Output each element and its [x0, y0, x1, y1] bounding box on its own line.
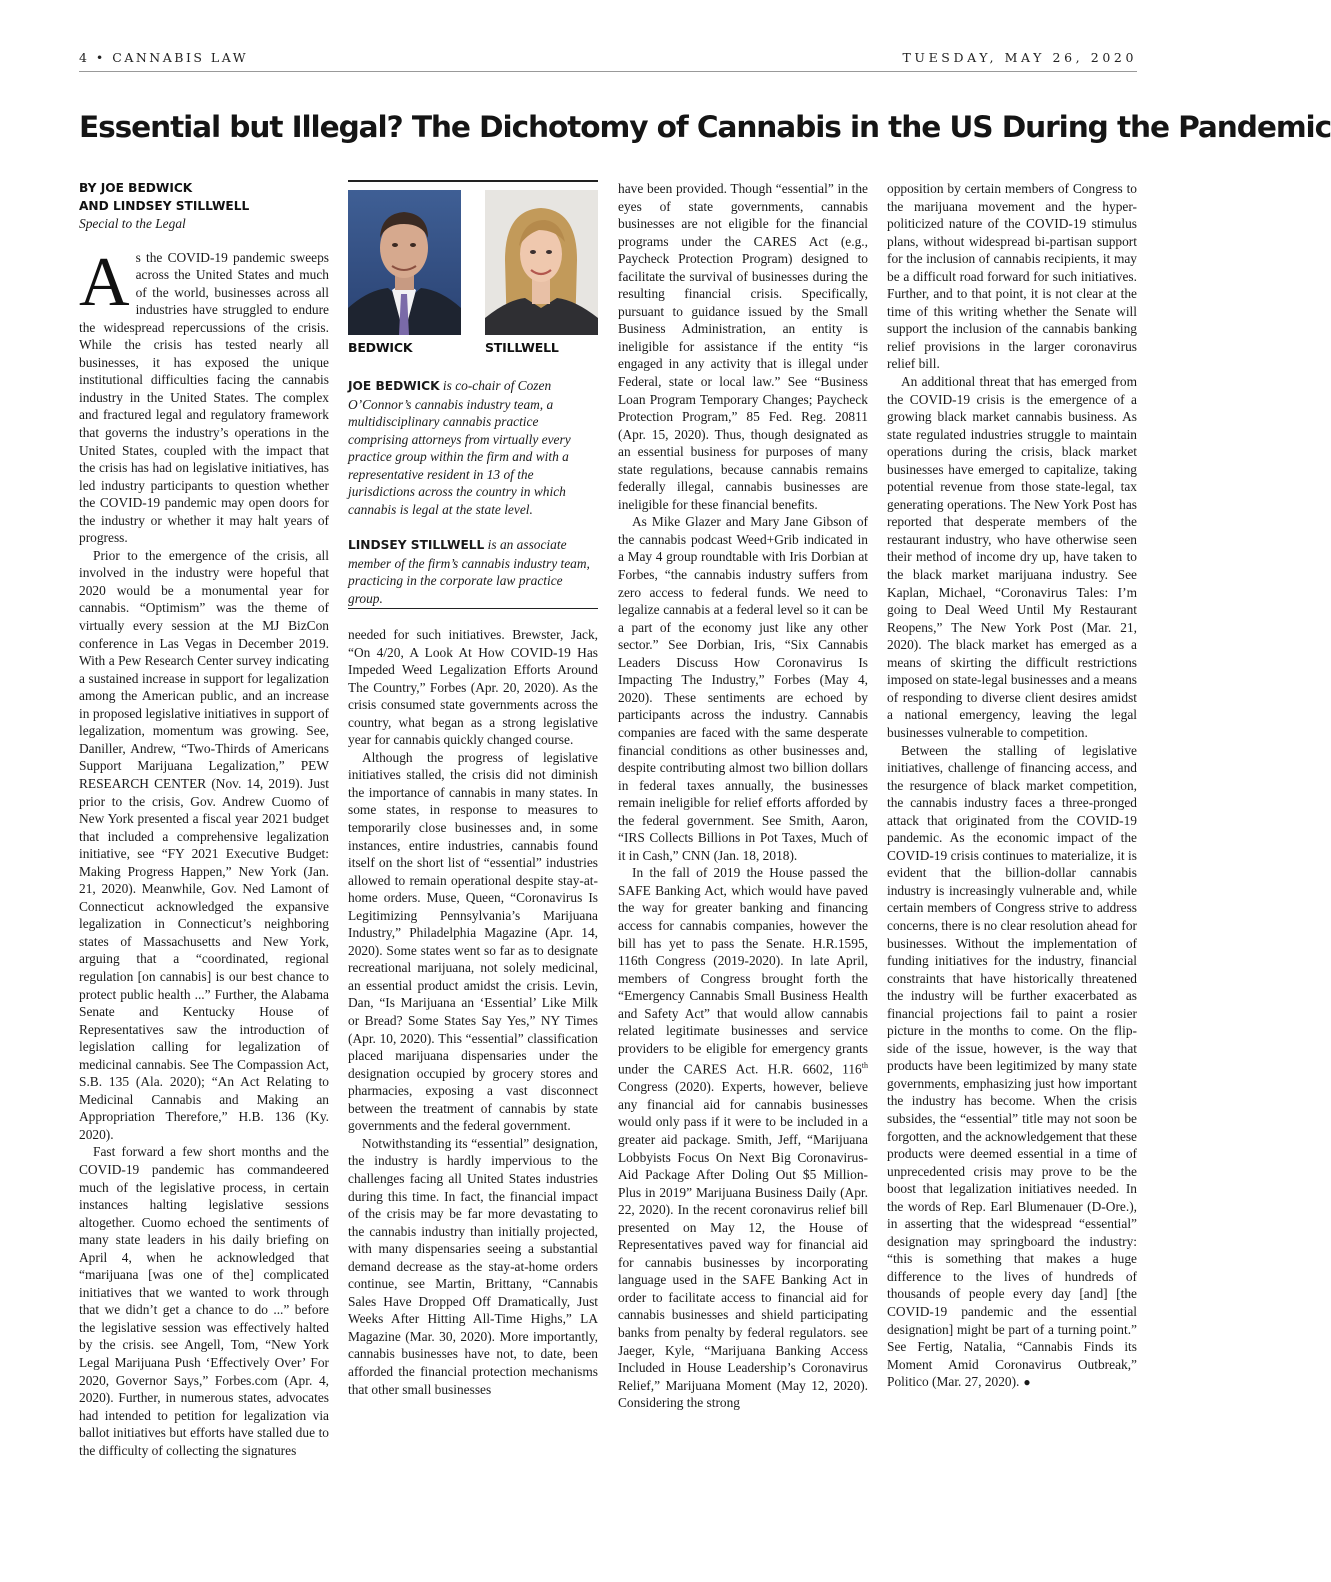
paragraph-1-text: s the COVID-19 pandemic sweeps across the United States and much of the world, businesses across all industries have struggled to endure the widespread repercussions of the crisis. While the crisis has tested nearly all businesses, it has exposed the unique institutional difficulties facing the cannabis industry in the United States. The complex and fractured legal and regulatory framework that governs the industry’s operations in the United States, coupled with the impact that the crisis has had on legislative initiatives, has led industry participants to question whether the COVID-19 pandemic may open doors for the industry or whether it may halt years of progress.: [79, 249, 329, 546]
paragraph-4: needed for such initiatives. Brewster, Jack, “On 4/20, A Look At How COVID-19 Has Impeded Weed Legalization Efforts Around The Country,” Forbes (Apr. 20, 2020). As the crisis consumed state governments across the country, what began as a strong legislative year for cannabis quickly changed course.: [348, 627, 598, 748]
paragraph-6: Notwithstanding its “essential” designation, the industry is hardly impervious to the challenges facing all United States industries during this time. In fact, the financial impact of the crisis may be far more devastating to the cannabis industry than initially projected, with many dispensaries seeing a substantial demand decrease as the stay-at-home orders continue, see Martin, Brittany, “Cannabis Sales Have Dropped Off Dramatically, Just Weeks After Hitting All-Time Highs,” LA Magazine (Mar. 30, 2020). More importantly, cannabis businesses have not, to date, been afforded the financial protection mechanisms that other small businesses: [348, 1135, 598, 1397]
article-column-2: [348, 626, 598, 1526]
byline-author-2: AND LINDSEY STILLWELL: [79, 198, 250, 213]
paragraph-12: [887, 742, 1137, 1392]
paragraph-10: opposition by certain members of Congress to the marijuana movement and the hyper-politicized nature of the COVID-19 stimulus plans, without widespread bi-partisan support for the inclusion of cannabis recipients, it may be a difficult road forward for such initiatives. Further, and to that point, it is not clear at the time of this writing whether the Senate will support the inclusion of the cannabis banking relief provisions in the larger coronavirus relief bill.: [887, 181, 1137, 372]
bio-name-bedwick: JOE BEDWICK: [348, 379, 440, 393]
end-of-article-mark: ●: [1023, 1375, 1031, 1390]
bio-name-stillwell: LINDSEY STILLWELL: [348, 538, 485, 552]
article-column-3: [618, 180, 868, 1525]
photo-caption-bedwick: BEDWICK: [348, 340, 413, 355]
byline-special: Special to the Legal: [79, 216, 186, 231]
paragraph-9-text-a: In the fall of 2019 the House passed the SAFE Banking Act, which would have paved the way for greater banking and financing access for cannabis companies, however the bill has yet to pass the Senate. H.R.1595, 116th Congress (2019-2020). In late April, members of Congress brought forth the “Emergency Cannabis Small Business Health and Safety Act” that would allow cannabis related legitimate businesses and service providers to be eligible for emergency grants under the CARES Act. H.R. 6602, 116: [618, 865, 868, 1077]
author-sidebar: [348, 180, 598, 608]
paragraph-12-text: Between the stalling of legislative initiatives, challenge of financing access, and the resurgence of black market competition, the cannabis industry faces a three-pronged attack that originated from the COVID-19 pandemic. As the economic impact of the COVID-19 crisis continues to materialize, it is evident that the billion-dollar cannabis industry is increasingly vulnerable and, while certain members of Congress strive to address concerns, there is no clear resolution ahead for businesses. Without the implementation of funding initiatives for the industry, financial constraints that have historically threatened the industry will be further exacerbated as financial projections fail to paint a rosier picture in the months to come. On the flip-side of the issue, however, is the way that products have been legitimized by many state governments, emphasizing just how important the industry has become. When the crisis subsides, the “essential” title may not soon be forgotten, and the acknowledgement that these products were deemed essential in a time of unprecedented crisis may prove to be the boost that legalization initiatives needed. In the words of Rep. Earl Blumenauer (D-Ore.), in asserting that the widespread “essential” designation may springboard the industry: “this is something that makes a huge difference to the lives of hundreds of thousands of people every day [and] [the COVID-19 pandemic and the essential designation] might be part of a turning point.” See Fertig, Natalia, “Cannabis Finds its Moment Amid Coronavirus Outbreak,” Politico (Mar. 27, 2020).: [887, 742, 1137, 1390]
paragraph-8: As Mike Glazer and Mary Jane Gibson of the cannabis podcast Weed+Grib indicated in a May 4 group roundtable with Iris Dorbian at Forbes, “the cannabis industry suffers from zero access to federal funds. We need to legalize cannabis at a federal level so it can be a part of the economy just like any other sector.” See Dorbian, Iris, “Six Cannabis Leaders Discuss How Coronavirus Is Impacting The Industry,” Forbes (May 4, 2020). These sentiments are echoed by participants across the industry. Cannabis companies are faced with the same desperate financial conditions as other businesses and, despite contributing almost two billion dollars in federal taxes annually, the businesses remain ineligible for relief efforts afforded by the federal government. See Smith, Aaron, “IRS Collects Billions in Pot Taxes, Much of it in Cash,” CNN (Jan. 18, 2018).: [618, 514, 868, 863]
author-bio-bedwick: [348, 377, 596, 518]
paragraph-7: have been provided. Though “essential” in the eyes of state governments, cannabis businesses are not eligible for the financial programs under the CARES Act (e.g., Paycheck Protection Program) designed to facilitate the survival of businesses during the resulting financial crisis. Specifically, pursuant to guidance issued by the Small Business Administration, an entity is ineligible for assistance if the entity “is engaged in any activity that is illegal under Federal, state or local law.” See “Business Loan Program Temporary Changes; Paycheck Protection Program,” 85 Fed. Reg. 20811 (Apr. 15, 2020). Thus, though designated as an essential business for purposes of many state regulations, because cannabis remains federally illegal, cannabis businesses are ineligible for these financial benefits.: [618, 181, 868, 512]
paragraph-3: Fast forward a few short months and the COVID-19 pandemic has commandeered much of the legislative process, in certain instances halting legislative sessions altogether. Cuomo echoed the sentiments of many state leaders in his daily briefing on April 4, when he acknowledged that “marijuana [was one of the] complicated initiatives that we wanted to work through that we didn’t get a chance to do ...” before the legislative session was effectively halted by the crisis. see Angell, Tom, “New York Legal Marijuana Push ‘Effectively Over’ For 2020, Governor Says,” Forbes.com (Apr. 4, 2020). Further, in numerous states, advocates had intended to petition for legalization via ballot initiatives but efforts have stalled due to the difficulty of collecting the signatures: [79, 1144, 329, 1458]
bio-text-stillwell: is an associate member of the firm’s cannabis industry team, practicing in the corporate law practice group.: [348, 537, 590, 606]
sidebar-top-rule: [348, 180, 598, 182]
article-column-4: [887, 180, 1137, 1525]
article-column-1: [79, 180, 329, 1525]
paragraph-11: An additional threat that has emerged from the COVID-19 crisis is the emergence of a growing black market cannabis business. As state regulated industries struggle to maintain operations during the crisis, black market businesses have emerged to capitalize, taking potential revenue from those state-legal, tax generating operations. The New York Post has reported that desperate members of the restaurant industry, who have otherwise seen their method of income dry up, have taken to the black market marijuana industry. See Kaplan, Michael, “Coronavirus Tales: I’m going to Deal Weed Until My Restaurant Reopens,” The New York Post (Mar. 21, 2020). The black market has emerged as a means of skirting the difficult restrictions imposed on state-legal businesses and a means of responding to diverse client desires amidst a national emergency, leaving the legal businesses vulnerable to competition.: [887, 374, 1137, 740]
author-bio-stillwell: [348, 536, 596, 607]
drop-cap: A: [79, 243, 130, 321]
running-header-left: 4 • CANNABIS LAW: [79, 50, 249, 65]
paragraph-1: [79, 243, 329, 547]
bio-text-bedwick: is co-chair of Cozen O’Connor’s cannabis industry team, a multidisciplinary cannabis practice comprising attorneys from virtually every practice group within the firm and with a representative resident in 13 of the jurisdictions across the country in which cannabis is legal at the state level.: [348, 378, 571, 517]
ordinal-superscript: th: [861, 1061, 868, 1071]
paragraph-2: Prior to the emergence of the crisis, all involved in the industry were hopeful that 2020 would be a monumental year for cannabis. “Optimism” was the theme of virtually every session at the MJ BizCon conference in Las Vegas in December 2019. With a Pew Research Center survey indicating a sustained increase in support for legalization among the American public, and an increase in proposed legislative initiatives in support of legalization, momentum was growing. See, Daniller, Andrew, “Two-Thirds of Americans Support Marijuana Legalization,” PEW RESEARCH CENTER (Nov. 14, 2019). Just prior to the crisis, Gov. Andrew Cuomo of New York presented a fiscal year 2021 budget that included a comprehensive legalization initiative, see “FY 2021 Executive Budget: Making Progress Happen,” New York (Jan. 21, 2020). Meanwhile, Gov. Ned Lamont of Connecticut acknowledged the expansive legalization in Connecticut’s neighboring states of Massachusetts and New York, arguing that a “coordinated, regional regulation [on cannabis] is our best chance to protect public health ...” Further, the Alabama Senate and Kentucky House of Representatives saw the introduction of legislation calling for legalization of medicinal cannabis. See The Compassion Act, S.B. 135 (Ala. 2020); “An Act Relating to Medicinal Cannabis and Making an Appropriation Therefore,” H.B. 136 (Ky. 2020).: [79, 547, 329, 1142]
paragraph-9-text-b: Congress (2020). Experts, however, believe any financial aid for cannabis businesses would only pass if it were to be included in a greater aid package. Smith, Jeff, “Marijuana Lobbyists Focus On Next Big Coronavirus-Aid Package After Doling Out $5 Million-Plus in 2019” Marijuana Business Daily (Apr. 22, 2020). In the recent coronavirus relief bill presented on May 12, the House of Representatives paved way for financial aid for cannabis businesses by incorporating language used in the SAFE Banking Act in order to facilitate access to financial aid for cannabis businesses and shield participating banks from penalty by federal regulators. see Jaeger, Kyle, “Marijuana Banking Access Included in House Leadership’s Coronavirus Relief,” Marijuana Moment (May 12, 2020). Considering the strong: [618, 1079, 868, 1411]
article-headline: Essential but Illegal? The Dichotomy of Cannabis in the US During the Pandemic: [79, 110, 1331, 144]
byline-author-1: BY JOE BEDWICK: [79, 181, 193, 195]
photo-caption-stillwell: STILLWELL: [485, 340, 559, 355]
sidebar-bottom-rule: [348, 608, 598, 609]
author-photo-stillwell: [485, 190, 598, 335]
author-photo-bedwick: [348, 190, 461, 335]
header-rule: [79, 71, 1137, 72]
paragraph-5: Although the progress of legislative initiatives stalled, the crisis did not diminish the importance of cannabis in many states. In some states, in response to measures to temporarily close businesses and, in some instances, entire industries, cannabis found itself on the short list of “essential” industries allowed to remain operational despite stay-at-home orders. Muse, Queen, “Coronavirus Is Legitimizing Pennsylvania’s Marijuana Industry,” Philadelphia Magazine (Apr. 14, 2020). Some states went so far as to designate recreational marijuana, not solely medicinal, an essential product amidst the crisis. Levin, Dan, “Is Marijuana an ‘Essential’ Like Milk or Bread? Some States Say Yes,” NY Times (Apr. 10, 2020). This “essential” classification placed marijuana dispensaries under the designation occupied by grocery stores and pharmacies, exposing a vast disconnect between the treatment of cannabis by state governments and the federal government.: [348, 749, 598, 1134]
paragraph-9: [618, 864, 868, 1411]
running-header-date: TUESDAY, MAY 26, 2020: [902, 50, 1137, 65]
